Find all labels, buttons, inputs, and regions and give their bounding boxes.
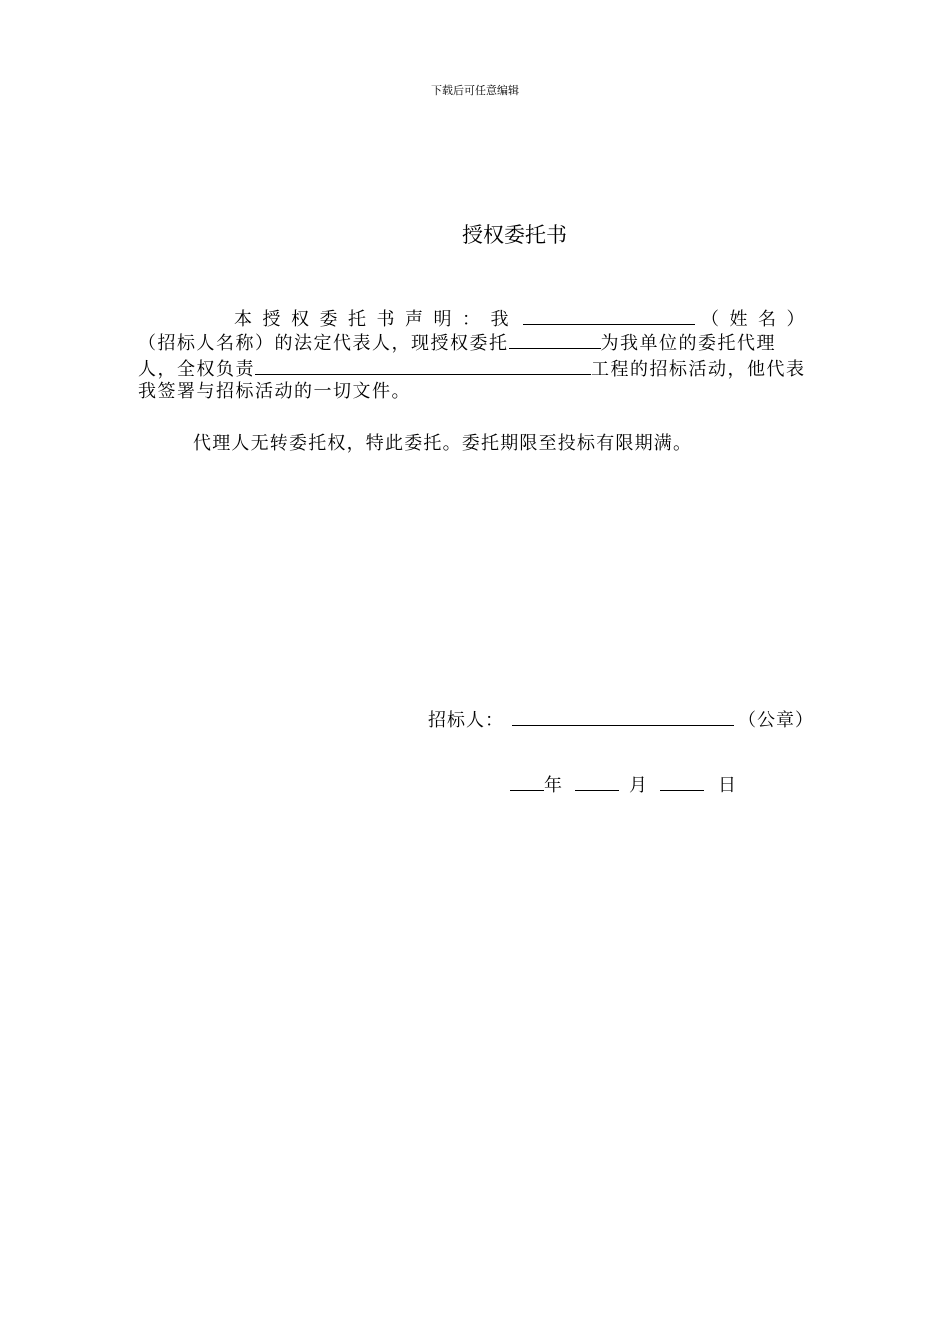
- document-title: 授权委托书: [462, 223, 567, 247]
- paragraph1-line3: [138, 355, 806, 382]
- year-label: 年: [544, 775, 563, 796]
- date-line: [510, 771, 737, 798]
- paragraph1-line1: [234, 305, 815, 332]
- line2-prefix: （招标人名称）的法定代表人，现授权委托: [138, 333, 509, 354]
- signature-blank[interactable]: [512, 706, 734, 726]
- header-note: 下载后可任意编辑: [431, 84, 519, 97]
- line2-suffix: 为我单位的委托代理: [600, 333, 776, 354]
- line1-suffix: （姓名）: [701, 309, 815, 330]
- day-label: 日: [718, 775, 737, 796]
- line3-suffix: 工程的招标活动，他代表: [591, 359, 806, 380]
- agent-blank[interactable]: [509, 329, 601, 349]
- day-blank[interactable]: [660, 771, 704, 791]
- line3-prefix: 人，全权负责: [138, 359, 255, 380]
- paragraph2: 代理人无转委托权，特此委托。委托期限至投标有限期满。: [193, 433, 693, 454]
- name-blank[interactable]: [523, 305, 695, 325]
- year-blank[interactable]: [510, 771, 544, 791]
- project-blank[interactable]: [255, 355, 591, 375]
- signature-label: 招标人：: [428, 710, 504, 731]
- signature-line: [428, 706, 814, 733]
- line1-prefix: 本授权委托书声明：我: [234, 309, 519, 330]
- paragraph1-line2: [138, 329, 776, 356]
- month-blank[interactable]: [575, 771, 619, 791]
- seal-label: （公章）: [738, 710, 814, 731]
- month-label: 月: [629, 775, 648, 796]
- paragraph1-line4: 我签署与招标活动的一切文件。: [138, 381, 411, 402]
